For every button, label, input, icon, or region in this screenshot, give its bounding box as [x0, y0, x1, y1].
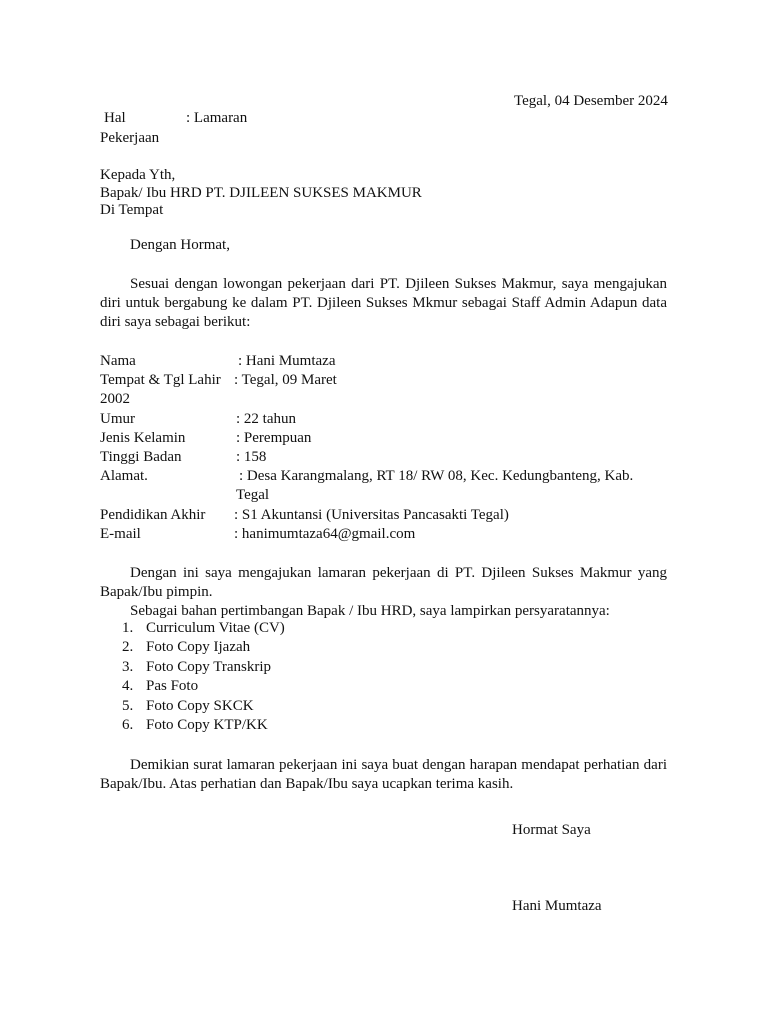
birth-value-continuation: 2002 — [100, 391, 130, 407]
list-item-number: 3. — [122, 658, 134, 675]
list-item-number: 2. — [122, 639, 134, 656]
address-value-continuation: Tegal — [236, 487, 270, 503]
name-label: Nama — [100, 353, 136, 369]
application-paragraph: Dengan ini saya mengajukan lamaran pekerjaan di PT. Djileen Sukses Makmur yang Bapak/Ibu pimpin. — [100, 565, 667, 600]
age-value: : 22 tahun — [236, 411, 296, 427]
email-value: : hanimumtaza64@gmail.com — [234, 526, 416, 542]
intro-paragraph: Sesuai dengan lowongan pekerjaan dari PT. Djileen Sukses Makmur, saya mengajukan diri untuk bergabung ke dalam PT. Djileen Sukses Mkmur sebagai Staff Admin Adapun data diri saya sebagai berikut: — [100, 276, 667, 330]
address-value: : Desa Karangmalang, RT 18/ RW 08, Kec. Kedungbanteng, Kab. — [239, 468, 634, 484]
subject-value-continuation: Pekerjaan — [100, 130, 160, 146]
address-label: Alamat. — [100, 468, 148, 484]
recipient-line-1: Kepada Yth, — [100, 167, 176, 183]
list-item-text: Foto Copy SKCK — [146, 697, 254, 714]
email-label: E-mail — [100, 526, 141, 542]
education-value: : S1 Akuntansi (Universitas Pancasakti Tegal) — [234, 507, 509, 523]
list-item-number: 6. — [122, 716, 134, 733]
recipient-line-3: Di Tempat — [100, 202, 164, 218]
greeting: Dengan Hormat, — [130, 237, 230, 253]
height-value: : 158 — [236, 449, 267, 465]
gender-label: Jenis Kelamin — [100, 430, 186, 446]
attachments-intro: Sebagai bahan pertimbangan Bapak / Ibu HRD, saya lampirkan persyaratannya: — [130, 603, 610, 619]
valediction: Hormat Saya — [512, 822, 591, 838]
list-item-text: Foto Copy Transkrip — [146, 658, 272, 675]
signer-name: Hani Mumtaza — [512, 898, 602, 914]
birth-label: Tempat & Tgl Lahir — [100, 372, 221, 388]
name-value: : Hani Mumtaza — [238, 353, 336, 369]
gender-value: : Perempuan — [236, 430, 312, 446]
subject-label: Hal — [104, 110, 126, 126]
letter-date: Tegal, 04 Desember 2024 — [514, 93, 668, 109]
list-item-number: 5. — [122, 697, 134, 714]
list-item-text: Curriculum Vitae (CV) — [146, 620, 285, 636]
age-label: Umur — [100, 411, 135, 427]
height-label: Tinggi Badan — [100, 449, 182, 465]
list-item-text: Foto Copy Ijazah — [146, 639, 251, 656]
list-item-number: 1. — [122, 620, 134, 636]
list-item-text: Foto Copy KTP/KK — [146, 716, 268, 733]
closing-paragraph: Demikian surat lamaran pekerjaan ini saya buat dengan harapan mendapat perhatian dari Bapak/Ibu. Atas perhatian dan Bapak/Ibu saya ucapkan terima kasih. — [100, 757, 667, 792]
list-item-number: 4. — [122, 678, 134, 695]
list-item-text: Pas Foto — [146, 678, 199, 695]
recipient-line-2: Bapak/ Ibu HRD PT. DJILEEN SUKSES MAKMUR — [100, 185, 422, 201]
birth-value: : Tegal, 09 Maret — [234, 372, 337, 388]
education-label: Pendidikan Akhir — [100, 507, 206, 523]
subject-value: : Lamaran — [186, 110, 248, 126]
